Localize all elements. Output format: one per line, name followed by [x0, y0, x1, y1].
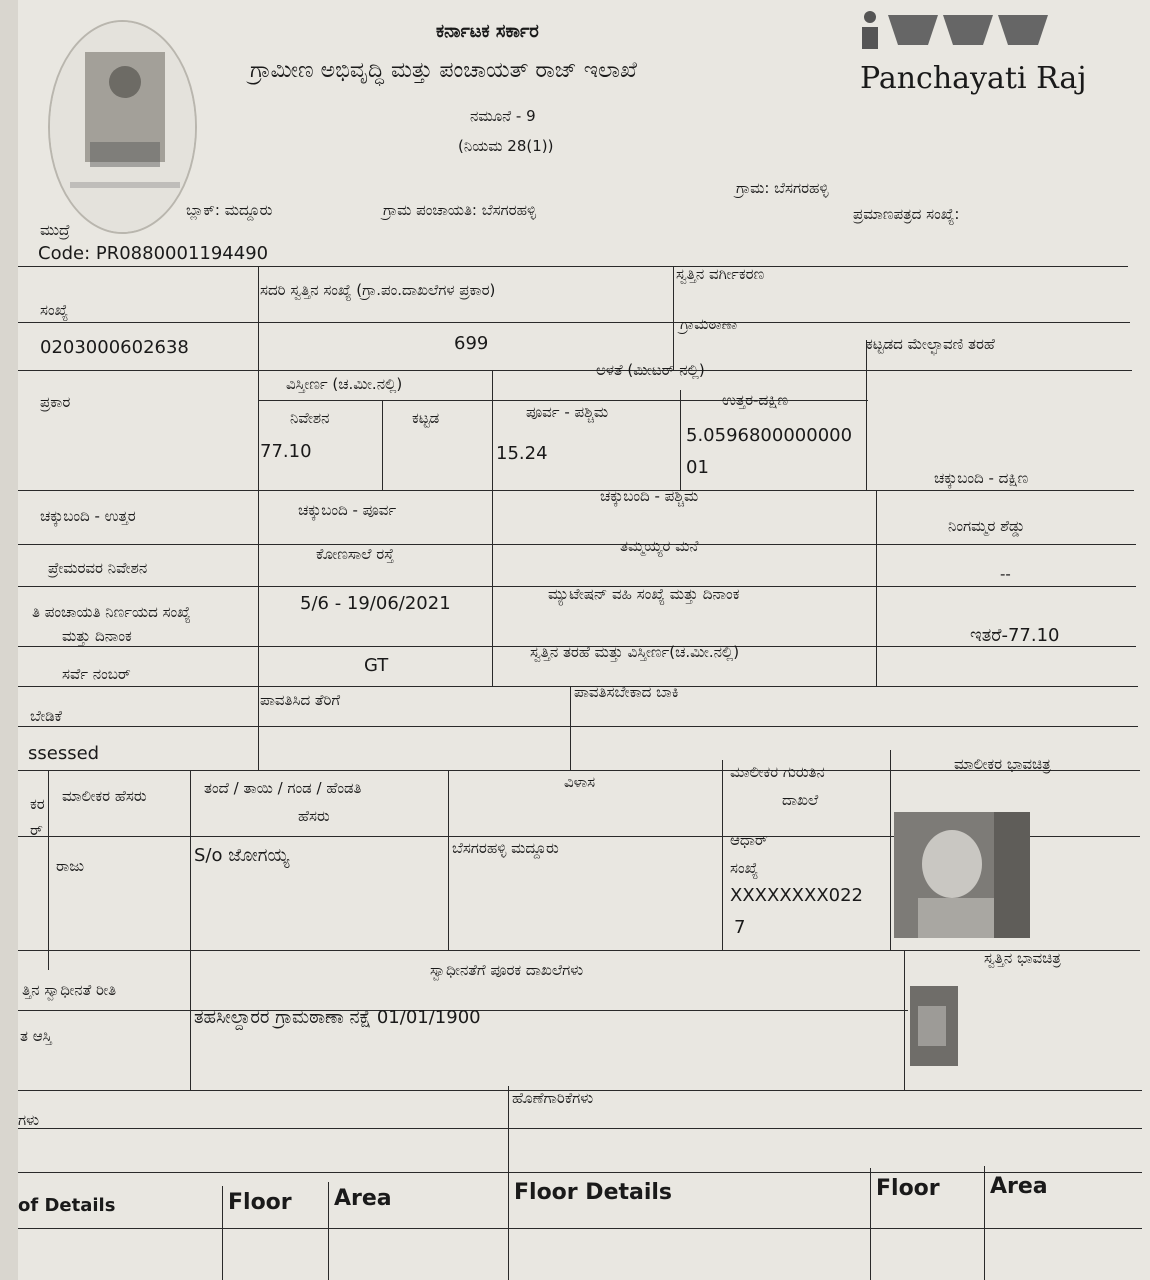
floor-left-label: Floor — [228, 1190, 292, 1215]
rule-number: (ನಿಯಮ 28(1)) — [458, 137, 554, 155]
boundary-north-label: ಚಕ್ಕುಬಂದಿ - ಉತ್ತರ — [40, 507, 136, 525]
boundary-south-label: ಚಕ್ಕುಬಂದಿ - ದಕ್ಷಿಣ — [934, 469, 1029, 487]
document-page — [18, 0, 1150, 1280]
serial-label-line2: ರ್ — [30, 821, 43, 839]
plot-area-value: 77.10 — [260, 441, 312, 462]
owner-id-number-line1: XXXXXXXX022 — [730, 885, 864, 906]
acquisition-mode-label: ತ್ತಿನ ಸ್ವಾಧೀನತೆ ರೀತಿ — [22, 981, 117, 999]
tax-balance-label: ಪಾವತಿಸಬೇಕಾದ ಬಾಕಿ — [574, 683, 679, 701]
resolution-value: 5/6 - 19/06/2021 — [300, 593, 451, 614]
resolution-label-line1: ತಿ ಪಂಚಾಯತಿ ನಿರ್ಣಯದ ಸಂಖ್ಯೆ — [32, 603, 191, 621]
tax-demand-label: ಬೇಡಿಕೆ — [30, 707, 62, 725]
property-id-value: 0203000602638 — [40, 337, 189, 358]
area-label: ವಿಸ್ತೀರ್ಣ (ಚ.ಮೀ.ನಲ್ಲಿ) — [286, 375, 403, 393]
building-label: ಕಟ್ಟಡ — [412, 409, 440, 427]
owner-photo-label: ಮಾಲೀಕರ ಭಾವಚಿತ್ರ — [954, 755, 1051, 773]
east-west-value: 15.24 — [496, 443, 548, 464]
survey-number-label: ಸರ್ವೆ ನಂಬರ್ — [62, 665, 131, 683]
department-title: ಗ್ರಾಮೀಣ ಅಭಿವೃದ್ಧಿ ಮತ್ತು ಪಂಚಾಯತ್ ರಾಜ್ ಇಲಾಖೆ — [250, 58, 637, 83]
resolution-label-line2: ಮತ್ತು ದಿನಾಂಕ — [62, 627, 132, 645]
boundary-north-value: ಪ್ರೇಮರವರ ನಿವೇಶನ — [48, 559, 148, 577]
relation-value: S/o ಜೋಗಯ್ಯ — [194, 845, 290, 866]
property-photo-label: ಸ್ವತ್ತಿನ ಭಾವಚಿತ್ರ — [984, 949, 1061, 967]
sadari-label: ಸದರಿ ಸ್ವತ್ತಿನ ಸಂಖ್ಯೆ (ಗ್ರಾ.ಪಂ.ದಾಖಲೆಗಳ ಪ್ರಕಾರ) — [260, 281, 496, 299]
tax-paid-label: ಪಾವತಿಸಿದ ತೆರಿಗೆ — [260, 691, 341, 709]
owner-id-type-line1: ಆಧಾರ್ — [730, 831, 768, 849]
owner-id-type-line2: ಸಂಖ್ಯೆ — [730, 859, 759, 877]
east-west-label: ಪೂರ್ವ - ಪಶ್ಚಿಮ — [526, 403, 609, 421]
classification-value: ಗ್ರಾಮಠಾಣಾ — [680, 315, 738, 333]
roof-type-label: ಕಟ್ಟಡದ ಮೇಲ್ಛಾವಣಿ ತರಹೆ — [866, 335, 995, 353]
property-type-value: ಇತರೆ-77.10 — [970, 625, 1060, 646]
gram-panchayat: ಗ್ರಾಮ ಪಂಚಾಯತಿ: ಬೆಸಗರಹಳ್ಳಿ — [383, 201, 537, 219]
property-photo — [910, 986, 958, 1066]
boundary-west-value: ತಮ್ಮಯ್ಯರ ಮನೆ — [620, 537, 699, 555]
mutation-value: -- — [1000, 565, 1011, 583]
liabilities-left-label: ಗಳು — [18, 1111, 40, 1129]
brand-name: Panchayati Raj — [860, 61, 1087, 96]
panchayati-raj-logo — [848, 5, 1058, 60]
property-code: Code: PR0880001194490 — [38, 243, 269, 264]
seal-label: ಮುದ್ರೆ — [40, 221, 70, 239]
north-south-label: ಉತ್ತರ-ದಕ್ಷಿಣ — [722, 391, 789, 409]
relation-label-line2: ಹೆಸರು — [298, 807, 330, 825]
boundary-east-label: ಚಕ್ಕುಬಂದಿ - ಪೂರ್ವ — [298, 501, 397, 519]
acquisition-mode-value: ತ ಆಸ್ತಿ — [20, 1027, 52, 1045]
government-title: ಕರ್ನಾಟಕ ಸರ್ಕಾರ — [436, 21, 539, 42]
sadari-value: 699 — [454, 333, 489, 354]
owner-photo — [894, 812, 1030, 938]
boundary-west-label: ಚಕ್ಕುಬಂದಿ - ಪಶ್ಚಿಮ — [600, 487, 699, 505]
owner-id-number-line2: 7 — [734, 917, 746, 938]
supporting-docs-value: ತಹಸೀಲ್ದಾರರ ಗ್ರಾಮಠಾಣಾ ನಕ್ಷೆ 01/01/1900 — [194, 1007, 481, 1028]
area-left-label: Area — [334, 1186, 392, 1211]
owner-name-value: ರಾಜು — [56, 857, 85, 875]
boundary-south-value: ನಿಂಗಮ್ಮರ ಶೆಡ್ಡು — [948, 517, 1025, 535]
property-type-label: ಸ್ವತ್ತಿನ ತರಹೆ ಮತ್ತು ವಿಸ್ತೀರ್ಣ(ಚ.ಮೀ.ನಲ್ಲಿ) — [530, 643, 740, 661]
area-right-label: Area — [990, 1174, 1048, 1199]
form-number: ನಮೂನೆ - 9 — [470, 107, 536, 125]
village: ಗ್ರಾಮ: ಬೆಸಗರಹಳ್ಳಿ — [736, 179, 829, 197]
owner-id-label-line1: ಮಾಲೀಕರ ಗುರುತಿನ — [730, 763, 825, 781]
address-label: ವಿಳಾಸ — [564, 773, 596, 791]
classification-label: ಸ್ವತ್ತಿನ ವರ್ಗೀಕರಣ — [676, 265, 765, 283]
survey-number-value: GT — [364, 655, 389, 676]
serial-label-line1: ಕರ — [30, 795, 45, 813]
measure-label: ಅಳತೆ (ಮೀಟರ್ ನಲ್ಲಿ) — [596, 361, 705, 379]
certificate-number: ಪ್ರಮಾಣಪತ್ರದ ಸಂಖ್ಯೆ: — [853, 205, 960, 223]
property-id-label: ಸಂಖ್ಯೆ — [40, 301, 69, 319]
government-seal — [48, 20, 197, 234]
address-value: ಬೆಸಗರಹಳ್ಳಿ ಮದ್ದೂರು — [452, 839, 559, 857]
mutation-label: ಮ್ಯುಟೇಷನ್ ವಹಿ ಸಂಖ್ಯೆ ಮತ್ತು ದಿನಾಂಕ — [548, 585, 740, 603]
plot-label: ನಿವೇಶನ — [290, 409, 330, 427]
floor-right-label: Floor — [876, 1176, 940, 1201]
north-south-value-line2: 01 — [686, 457, 709, 478]
boundary-east-value: ಕೋಣಸಾಲೆ ರಸ್ತೆ — [316, 545, 394, 563]
type-label: ಪ್ರಕಾರ — [40, 393, 71, 411]
floor-details-left-label: of Details — [18, 1195, 116, 1216]
taluk: ಬ್ಲಾಕ್: ಮದ್ದೂರು — [186, 201, 273, 219]
supporting-docs-label: ಸ್ವಾಧೀನತೆಗೆ ಪೂರಕ ದಾಖಲೆಗಳು — [430, 961, 584, 979]
tax-assessed-label: ssessed — [28, 743, 100, 764]
liabilities-label: ಹೊಣೆಗಾರಿಕೆಗಳು — [512, 1089, 594, 1107]
relation-label-line1: ತಂದೆ / ತಾಯಿ / ಗಂಡ / ಹೆಂಡತಿ — [204, 779, 362, 797]
owner-name-label: ಮಾಲೀಕರ ಹೆಸರು — [62, 787, 147, 805]
owner-id-label-line2: ದಾಖಲೆ — [782, 791, 819, 809]
north-south-value-line1: 5.0596800000000 — [686, 425, 853, 446]
floor-details-right-label: Floor Details — [514, 1180, 673, 1205]
